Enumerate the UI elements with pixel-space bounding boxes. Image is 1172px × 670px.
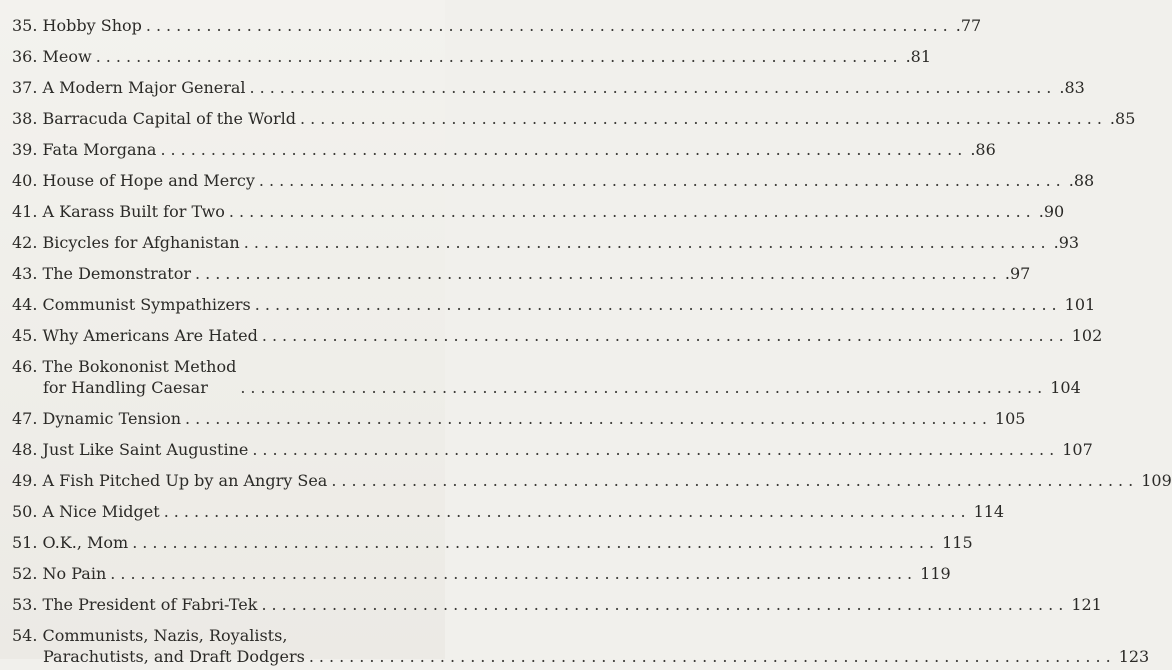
dot-leader: ................................................................................ — [195, 264, 1002, 283]
toc-entry-53 — [12, 587, 1102, 618]
toc-entry-title: 39. Fata Morgana — [12, 140, 157, 159]
toc-entry-page: .81 — [905, 47, 932, 66]
toc-entry-37 — [12, 70, 1085, 101]
toc-entry-36 — [12, 39, 932, 70]
toc-entry-title: 50. A Nice Midget — [12, 502, 160, 521]
dot-leader: ................................................................................ — [132, 533, 940, 552]
toc-entry-page: 121 — [1071, 595, 1102, 614]
toc-entry-46 — [12, 349, 1081, 401]
toc-entry-page: 114 — [973, 502, 1005, 521]
toc-entry-page: 105 — [994, 409, 1026, 428]
toc-entry-title: 38. Barracuda Capital of the World — [12, 109, 297, 128]
toc-entry-54 — [12, 618, 1150, 670]
toc-entry-41 — [12, 194, 1065, 225]
toc-entry-title: 47. Dynamic Tension — [12, 409, 182, 428]
dot-leader: ................................................................................ — [249, 78, 1057, 97]
toc-entry-page: .88 — [1068, 171, 1095, 190]
toc-entry-title: 43. The Demonstrator — [12, 264, 192, 283]
dot-leader: ................................................................................ — [160, 140, 968, 159]
dot-leader: ................................................................................ — [254, 295, 1062, 314]
toc-entry-page: 102 — [1071, 326, 1103, 345]
toc-entry-title: 46. The Bokononist Method — [12, 357, 237, 376]
toc-entry-title: 40. House of Hope and Mercy — [12, 171, 255, 190]
toc-entry-title-block — [12, 356, 236, 401]
dot-leader: ................................................................................ — [252, 440, 1060, 459]
dot-leader: ................................................................................ — [308, 647, 1116, 666]
dot-leader: ................................................................................ — [145, 16, 953, 35]
toc-entry-page: .93 — [1053, 233, 1080, 252]
toc-entry-title: 51. O.K., Mom — [12, 533, 129, 552]
toc-entry-49 — [12, 463, 1172, 494]
toc-entry-title-continued: for Handling Caesar — [43, 378, 208, 397]
toc-entry-page: .83 — [1059, 78, 1085, 97]
toc-entry-page: 115 — [942, 533, 973, 552]
toc-entry-39 — [12, 132, 996, 163]
toc-entry-title: 45. Why Americans Are Hated — [12, 326, 258, 345]
dot-leader: ................................................................................ — [110, 564, 918, 583]
toc-entry-title: 36. Meow — [12, 47, 92, 66]
toc-entry-51 — [12, 525, 973, 556]
toc-entry-title: 48. Just Like Saint Augustine — [12, 440, 249, 459]
toc-entry-title: 49. A Fish Pitched Up by an Angry Sea — [12, 471, 328, 490]
toc-entry-45 — [12, 318, 1103, 349]
toc-entry-page: 107 — [1062, 440, 1093, 459]
toc-entry-48 — [12, 432, 1093, 463]
dot-leader: ................................................................................ — [163, 502, 971, 521]
toc-entry-page: 123 — [1118, 647, 1150, 666]
toc-entry-title: 44. Communist Sympathizers — [12, 295, 251, 314]
toc-entry-title: 41. A Karass Built for Two — [12, 202, 225, 221]
toc-entry-page: 109 — [1141, 471, 1172, 490]
toc-entry-50 — [12, 494, 1005, 525]
toc-entry-43 — [12, 256, 1031, 287]
toc-entry-page: .86 — [970, 140, 996, 159]
toc-entry-title: 52. No Pain — [12, 564, 107, 583]
dot-leader: ................................................................................ — [185, 409, 992, 428]
toc-entry-page: 101 — [1064, 295, 1096, 314]
dot-leader: ................................................................................ — [240, 378, 1048, 397]
dot-leader: ................................................................................ — [261, 326, 1069, 345]
toc-entry-title: 35. Hobby Shop — [12, 16, 142, 35]
dot-leader: ................................................................................ — [95, 47, 903, 66]
toc-entry-title: 54. Communists, Nazis, Royalists, — [12, 626, 288, 645]
toc-entry-title-block — [12, 625, 305, 670]
toc-entry-page: .97 — [1004, 264, 1031, 283]
dot-leader: ................................................................................ — [261, 595, 1069, 614]
toc-entry-page: .85 — [1109, 109, 1136, 128]
toc-entry-38 — [12, 101, 1136, 132]
table-of-contents — [12, 8, 1172, 670]
toc-entry-page: .90 — [1038, 202, 1065, 221]
dot-leader: ................................................................................ — [300, 109, 1107, 128]
dot-leader: ................................................................................ — [243, 233, 1051, 252]
toc-entry-page: 104 — [1050, 378, 1081, 397]
dot-leader: ................................................................................ — [258, 171, 1066, 190]
toc-entry-47 — [12, 401, 1026, 432]
toc-entry-title: 37. A Modern Major General — [12, 78, 246, 97]
toc-entry-35 — [12, 8, 982, 39]
dot-leader: ................................................................................ — [228, 202, 1036, 221]
toc-entry-page: 119 — [920, 564, 951, 583]
toc-entry-title: 42. Bicycles for Afghanistan — [12, 233, 240, 252]
toc-entry-page: .77 — [955, 16, 982, 35]
dot-leader: ................................................................................ — [331, 471, 1139, 490]
toc-entry-52 — [12, 556, 951, 587]
toc-entry-title: 53. The President of Fabri-Tek — [12, 595, 258, 614]
toc-entry-title-continued: Parachutists, and Draft Dodgers — [43, 647, 305, 666]
toc-entry-40 — [12, 163, 1095, 194]
toc-entry-44 — [12, 287, 1096, 318]
toc-entry-42 — [12, 225, 1080, 256]
